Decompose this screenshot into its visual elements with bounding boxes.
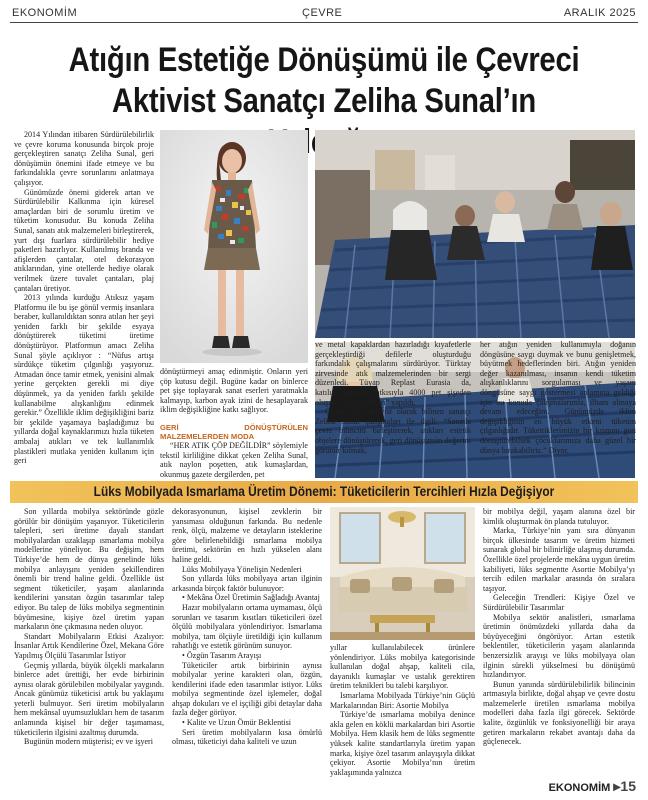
- page-number: 15: [620, 778, 636, 794]
- chevron-right-icon: ▸: [613, 778, 621, 794]
- article2-column1: [14, 507, 164, 769]
- paragraph: Lüks Mobilyaya Yönelişin Nedenleri: [182, 564, 302, 574]
- headline-line2: Aktivist Sanatçı Zeliha Sunal’ın: [112, 82, 536, 120]
- paragraph: 2013 yılında kurduğu Atıksız yaşam Platformu ile bu işe gönül vermiş insanlara beraber, kullanıldıktan sonra atılan her şeyi yeniden farklı bir şekilde esyaya dönüştürerek tüketimi üretime dönüştürüyor. Platformun amacı Zeliha Sunal şöyle açıklıyor : “Nüfus artışı sürdükçe tüketim çılgınlığı yaşıyoruz. Atmadan önce tamir etmek, yenisini almak yerine gerçekten gerekli mi diye düşünmek, ya da yeniden farklı şekilde kullanabilme alışkanlığını edinmek gerekir.” Özellikle iklim değişikliğini bariz bir şekilde yaşamaya başladığımız bu yıllarda doğal kaynaklarımızı hızla tüketen ambalaj atıkları ve tek kullanımlık plastikleri mutlaka yeniden kullanım için geri: [14, 293, 154, 466]
- paragraph: Geleceğin Trendleri: Kişiye Özel ve Sürdürülebilir Tasarımlar: [483, 593, 635, 612]
- article1-column3: [315, 340, 471, 477]
- article2-column3: [330, 643, 475, 777]
- article1-column1: [14, 130, 154, 477]
- paragraph: bir mobilya değil, yaşam alanına özel bir kimlik oluşturmak ön planda tutuluyor.: [483, 507, 635, 526]
- paragraph: Seri üretim mobilyaların kısa ömürlü olması, tüketiciyi daha kaliteli ve uzun: [172, 727, 322, 747]
- paragraph: Bunun yanında sürdürülebilirlik bilincinin artmasıyla birlikte, doğal ahşap ve çevre dostu malzemelerle üretilen ısmarlama mobilya modelleri daha fazla ilgi görecek. Sektörde kalite, özgünlük ve fonksiyonelliği bir araya getiren markaların rekabet avantajı daha da güçlenecek.: [483, 679, 635, 747]
- page-footer: [549, 778, 636, 795]
- paragraph: Günümüzde önemi giderek artan ve Sürdürülebilir Kalkınma için küresel amaçlardan biri de sorumlu üretim ve tüketim konusudur. Bu konuda Zeliha Sunal, sanatı atık malzemeleri birleştirerek, yurt dışı fuarlara sürdürülebilir hediye paketleri hazırlıyor. Kullanılmış branda ve afişlerden çantalar, otel dekorasyon atıklarından, yine otellerde hediye olarak verilmek üzere tuvalet çantaları, plaj çantaları üretiyor.: [14, 187, 154, 293]
- paragraph: yıllar kullanılabilecek ürünlere yönlendiriyor. Lüks mobilya kategorisinde kullanılan doğal ahşap, kaliteli cila, dayanıklı kumaşlar ve ustalık gerektiren üretim teknikleri bu talebi karşılıyor.: [330, 643, 475, 691]
- paragraph: ve metal kapaklardan hazırladığı kıyafetlerle gerçekleştirdiği defilerle oluşturduğu farkındalık çalışmalarını sürdürüyor. Türktay zirvesinde atık malzemelerinden bir sergi düzenledi. Tüyap Replast Eurasia da, katılımcılarında katkısıyla 4000 pet şişeden oluşan “Dünya duvarı” yapıldı.: [315, 340, 471, 407]
- workshop-photo: [315, 130, 635, 338]
- paragraph: Geçmiş yıllarda, büyük ölçekli markaların binlerce adet ürettiği, her evde birbirinin aynısı olarak görülebilen mobilyalar yaygındı. Ancak günümüz tüketicisi artık bu yaklaşımı yeterli bulmuyor. Seri üretim mobilyaların hem mekânsal uyumsuzlukları hem de tasarım anlamında kişisel bir değer taşımaması, tüketicilerin ilgisini azaltmış durumda.: [14, 660, 164, 737]
- subheading: GERİ DÖNÜŞTÜRÜLEN MALZEMELERDEN MODA: [160, 422, 308, 441]
- paragraph: Hazır mobilyaların ortama uymaması, ölçü sorunları ve tasarım kısıtları tüketicileri özel ölçülü mobilyalara yönlendiriyor. Ismarlama mobilya, tam ölçüyle üretildiği için kullanım rahatlığı ve estetik görünüm sunuyor.: [172, 602, 322, 651]
- paragraph: 2014 Yılından itibaren Sürdürülebilirlik ve çevre koruma konusunda birçok proje gerçekleştiren sanatçı Zeliha Sunal, geri dönüşümün önemini ifade etmeye ve bu farkındalıkla çevre sorunlarını anlatmaya çalışıyor.: [14, 130, 154, 187]
- paragraph: Son yıllarda mobilya sektöründe gözle görülür bir dönüşüm yaşanıyor. Tüketicilerin talepleri, seri üretime dayalı standart mobilyalardan uzaklaşıp ısmarlama mobilya modellerine yöneliyor. Bu değişim, hem Türkiye’de hem de dünya genelinde lüks mobilya anlayışını yeniden şekillendiren önemli bir trend haline geldi. Özellikle üst segment tüketiciler, yaşam alanlarında kendilerini yansıtan özgün tasarımlar talep ediyor. Bu talep de lüks mobilya segmentinin büyümesine, kişiye özel üretim yapan markaların öne çıkmasına neden oluyor.: [14, 507, 164, 632]
- paragraph: Çevreci bir aktivist olarak bilinen sanatçı Zeliha Sunal çalışmaları ile ilgili: “Sanatla çevre bilincini birleştirerek, atıkları estetik objelere dönüştürerek, geri dönüşümün değerini görünür kılmak,: [315, 407, 471, 455]
- paragraph: her atığın yeniden kullanımıyla doğanın döngüsüne saygı duymak ve bunu genişletmek, büyütmek hedeflerinden biri. Atığın yeniden değer kazanılması, insanın kendi tüketim alışkanlıklarını sorgulaması ve yaşam döngüsüne saygı göstermesi anlamına geldiği için bu konuda çalışmalarımla, ilham olmaya devam edeceğim. Günümüzde iklim değişikliğinin en büyük etkeni tüketim çılgınlığıdır. Tükettiklerimizin bir kısmını geri dönüştürebilsek çocuklarımıza daha güzel bir dünya bırakabiliriz.” Diyor.: [480, 340, 636, 455]
- category-label: ÇEVRE: [302, 7, 343, 19]
- paragraph: “HER ATIK ÇÖP DEĞİLDİR” söylemiyle tekstil kirliliğine dikkat çeken Zeliha Sunal, atık naylon poşetten, atık kumaşlardan, okunmuş gazete dergilerden, pet: [160, 440, 308, 479]
- section-label: EKONOMİM: [12, 7, 78, 19]
- paragraph: • Mekâna Özel Üretimin Sağladığı Avantaj: [182, 593, 320, 603]
- paragraph: Son yıllarda lüks mobilyaya artan ilginin arkasında birçok faktör bulunuyor:: [172, 574, 322, 593]
- paragraph: dekorasyonunun, kişisel zevklerin bir yansıması olduğunun farkında. Bu nedenle renk, ölçü, malzeme ve detayların isteklerine göre belirlenebildiği ısmarlama mobilya üretimi, sektörün en hızlı yükselen alanı haline geldi.: [172, 507, 322, 564]
- paragraph: dönüştürmeyi amaç edinmiştir. Onların yeri çöp kutusu değil. Bugüne kadar on binlerce pet şişe toplayarak sanat eserleri yaratmakla kalmayıp, karbon ayak izini de hesaplayarak iklim değişikliğine katkı sağlıyor.: [160, 367, 308, 415]
- band-headline: Lüks Mobilyada Ismarlama Üretim Dönemi: Tüketicilerin Tercihleri Hızla Değişiyor: [93, 484, 555, 499]
- footer-section: EKONOMİM: [548, 782, 611, 794]
- article2-column4: [483, 507, 635, 769]
- article2-column2: [172, 507, 322, 769]
- paragraph: Tüketiciler artık birbirinin aynısı mobilyalar yerine karakteri olan, özgün, kendilerini ifade eden tasarımlar istiyor. Lüks mobilya segmentinde özel işlemeler, doğal ahşap dokuları ve el işçiliği gibi detaylar daha fazla değer görüyor.: [172, 660, 322, 718]
- paragraph: Standart Mobilyaların Etkisi Azalıyor: İnsanlar Artık Kendilerine Özel, Mekana Göre Yapılmış Ölçülü Tasarımlar İstiyor: [14, 631, 164, 660]
- issue-date: ARALIK 2025: [563, 7, 636, 19]
- article1-column4: [480, 340, 636, 477]
- paragraph: Ismarlama Mobilyada Türkiye’nin Güçlü Markalarından Biri: Asortie Mobilya: [330, 690, 475, 710]
- paragraph: Mobilya sektör analistleri, ısmarlama üretimin önümüzdeki yıllarda daha da büyüyeceğini öngörüyor. Artan estetik beklentiler, tüketicilerin yaşam alanlarında benzersizlik arayışı ve lüks mobilyaya olan ilginin sürekli yükselmesi bu dönüşümü hızlandırıyor.: [483, 612, 635, 680]
- headline-line1: Atığın Estetiğe Dönüşümü ile Çevreci: [68, 41, 580, 79]
- furniture-photo: [330, 507, 475, 640]
- paragraph: • Özgün Tasarım Arayışı: [182, 650, 262, 660]
- paragraph: Marka, Türkiye’nin yanı sıra dünyanın birçok ülkesinde tasarım ve üretim hizmeti sunarak global bir bilinirliğe ulaşmış durumda. Özellikle özel projelerde mekâna uygun üretim kabiliyeti, lüks segmentte Asortie Mobilya’yı tercih edilen markalar arasında ön sıralara taşıyor.: [483, 526, 635, 593]
- paragraph: Türkiye’de ısmarlama mobilya denince akla gelen en köklü markalardan biri Asortie Mobilya. Hem klasik hem de lüks segmentte yüksek kalite standartlarıyla üretim yapan marka, kişiye özel tasarım anlayışıyla dikkat çekiyor. Asortie Mobilya’nın üretim yaklaşımında yalnızca: [330, 710, 475, 777]
- paragraph: • Kalite ve Uzun Ömür Beklentisi: [182, 718, 291, 728]
- paragraph: Bugünün modern müşterisi; ev ve işyeri: [24, 737, 153, 747]
- article1-column2: [160, 367, 308, 477]
- header-rule: [10, 22, 638, 23]
- portrait-photo: [160, 130, 308, 363]
